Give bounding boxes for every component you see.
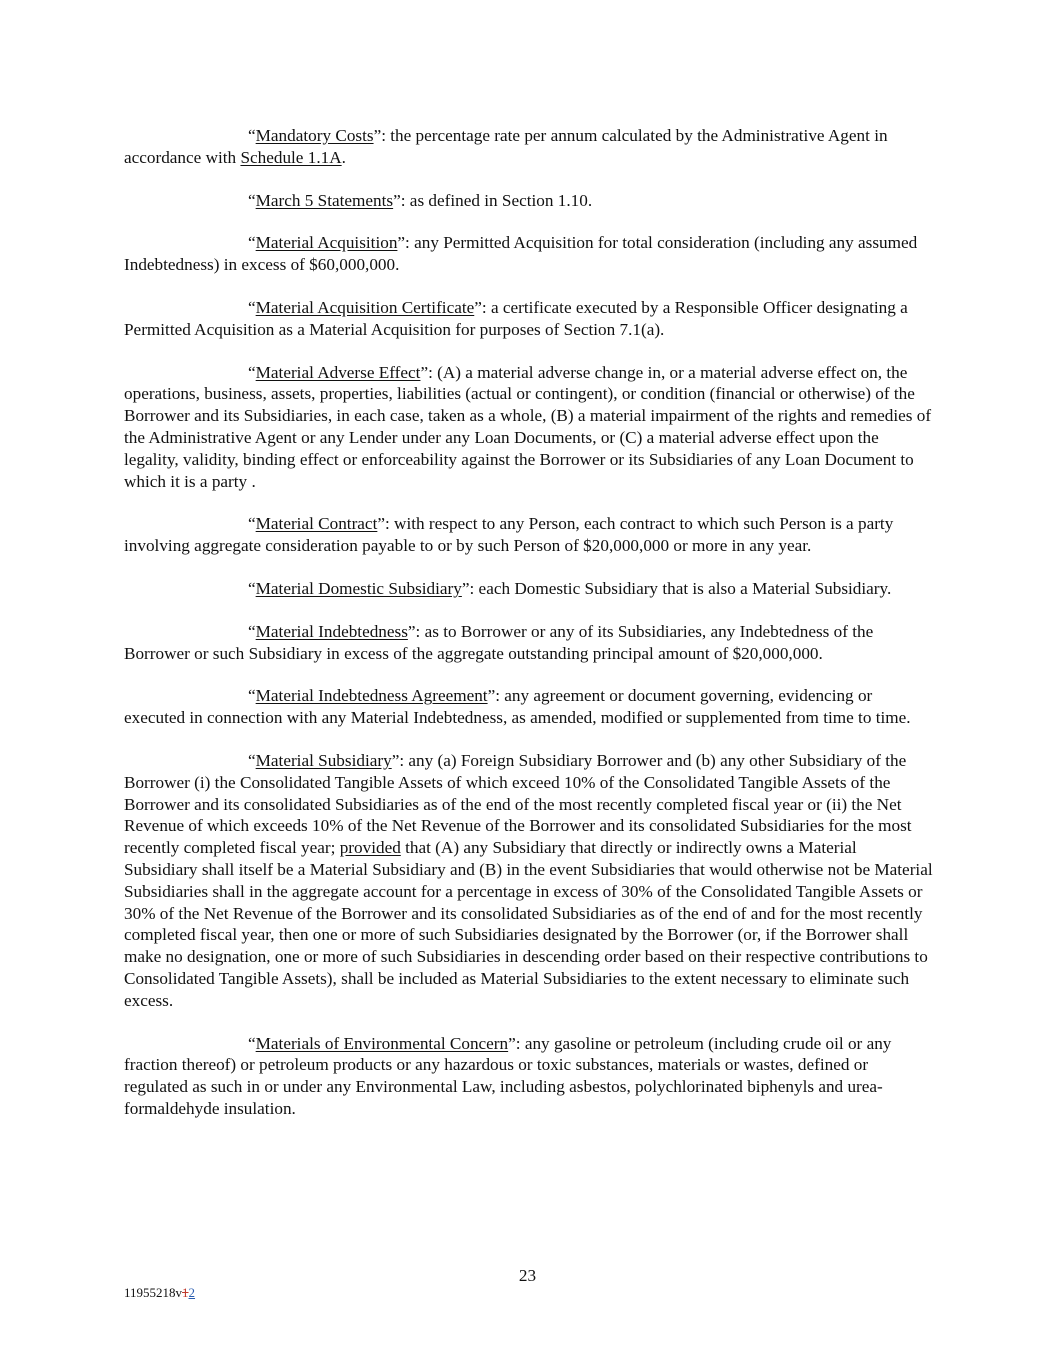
defined-term: March 5 Statements xyxy=(255,190,394,210)
definition-material-subsidiary: “Material Subsidiary”: any (a) Foreign Subsidiary Borrower and (b) any other Subsidiary of the Borrower (i) the Consolidated Tangible Assets of which exceed 10% of the Consolidated Tangible Assets of the Borrower and its consolidated Subsidiaries as of the end of the most recently completed fiscal year or (ii) the Net Revenue of which exceeds 10% of the Net Revenue of the Borrower and its consolidated Subsidiaries for the most recently completed fiscal year; provided that (A) any Subsidiary that directly or indirectly owns a Material Subsidiary shall itself be a Material Subsidiary and (B) in the event Subsidiaries that would otherwise not be Material Subsidiaries shall in the aggregate account for a percentage in excess of 30% of the Consolidated Tangible Assets or 30% of the Net Revenue of the Borrower and its consolidated Subsidiaries as of the end of and for the most recently completed fiscal year, then one or more of such Subsidiaries designated by the Borrower (or, if the Borrower shall make no designation, one or more of such Subsidiaries in descending order based on their respective contributions to Consolidated Tangible Assets), shall be included as Material Subsidiaries to the extent necessary to eliminate such excess. xyxy=(124,750,933,1010)
proviso-term: provided xyxy=(339,838,401,858)
deleted-revision: 1 xyxy=(182,1285,189,1300)
definition-material-indebtedness: “Material Indebtedness”: as to Borrower or any of its Subsidiaries, any Indebtedness of the Borrower or such Subsidiary in excess of the aggregate outstanding principal amount of $20,000,000. xyxy=(124,621,874,663)
defined-term: Material Contract xyxy=(255,514,378,534)
definitions-body xyxy=(124,125,934,1141)
document-id: 11955218v12 xyxy=(124,1285,196,1300)
defined-term: Material Adverse Effect xyxy=(255,362,421,382)
definition-mandatory-costs: “Mandatory Costs”: the percentage rate per annum calculated by the Administrative Agent in accordance with Schedule 1.1A. xyxy=(124,126,888,167)
definition-material-adverse-effect: “Material Adverse Effect”: (A) a material adverse change in, or a material adverse effect on, the operations, business, assets, properties, liabilities (actual or contingent), or condition (financial or otherwise) of the Borrower and its Subsidiaries, in each case, taken as a whole, (B) a material impairment of the rights and remedies of the Administrative Agent or any Lender under any Loan Documents, or (C) a material adverse effect upon the legality, validity, binding effect or enforceability against the Borrower or its Subsidiaries of any Loan Document to which it is a party . xyxy=(124,362,932,491)
definition-material-acquisition-certificate: “Material Acquisition Certificate”: a certificate executed by a Responsible Officer designating a Permitted Acquisition as a Material Acquisition for purposes of Section 7.1(a). xyxy=(124,297,908,339)
page-number: 23 xyxy=(518,1266,537,1285)
defined-term: Material Domestic Subsidiary xyxy=(255,578,462,598)
defined-term: Material Acquisition Certificate xyxy=(255,297,475,317)
defined-term: Material Subsidiary xyxy=(255,750,392,770)
definition-materials-of-environmental-concern: “Materials of Environmental Concern”: any gasoline or petroleum (including crude oil or any fraction thereof) or petroleum products or any hazardous or toxic substances, materials or wastes, defined or regulated as such in or under any Environmental Law, including asbestos, polychlorinated biphenyls and urea-formaldehyde insulation. xyxy=(124,1033,892,1118)
defined-term: Material Acquisition xyxy=(255,233,398,253)
definition-material-contract: “Material Contract”: with respect to any Person, each contract to which such Person is a party involving aggregate consideration payable to or by such Person of $20,000,000 or more in any year. xyxy=(124,514,894,556)
definition-material-domestic-subsidiary: “Material Domestic Subsidiary”: each Domestic Subsidiary that is also a Material Subsidiary. xyxy=(248,578,892,598)
defined-term: Materials of Environmental Concern xyxy=(255,1033,509,1053)
defined-term: Material Indebtedness xyxy=(255,621,408,641)
defined-term: Mandatory Costs xyxy=(255,126,374,145)
defined-term: Material Indebtedness Agreement xyxy=(255,686,488,706)
cross-reference: Schedule 1.1A xyxy=(240,147,342,167)
definition-material-indebtedness-agreement: “Material Indebtedness Agreement”: any agreement or document governing, evidencing or executed in connection with any Material Indebtedness, as amended, modified or supplemented from time to time. xyxy=(124,686,911,728)
definition-material-acquisition: “Material Acquisition”: any Permitted Acquisition for total consideration (including any assumed Indebtedness) in excess of $60,000,000. xyxy=(124,233,918,275)
inserted-revision: 2 xyxy=(188,1285,196,1300)
definition-march-5-statements: “March 5 Statements”: as defined in Section 1.10. xyxy=(248,190,593,210)
